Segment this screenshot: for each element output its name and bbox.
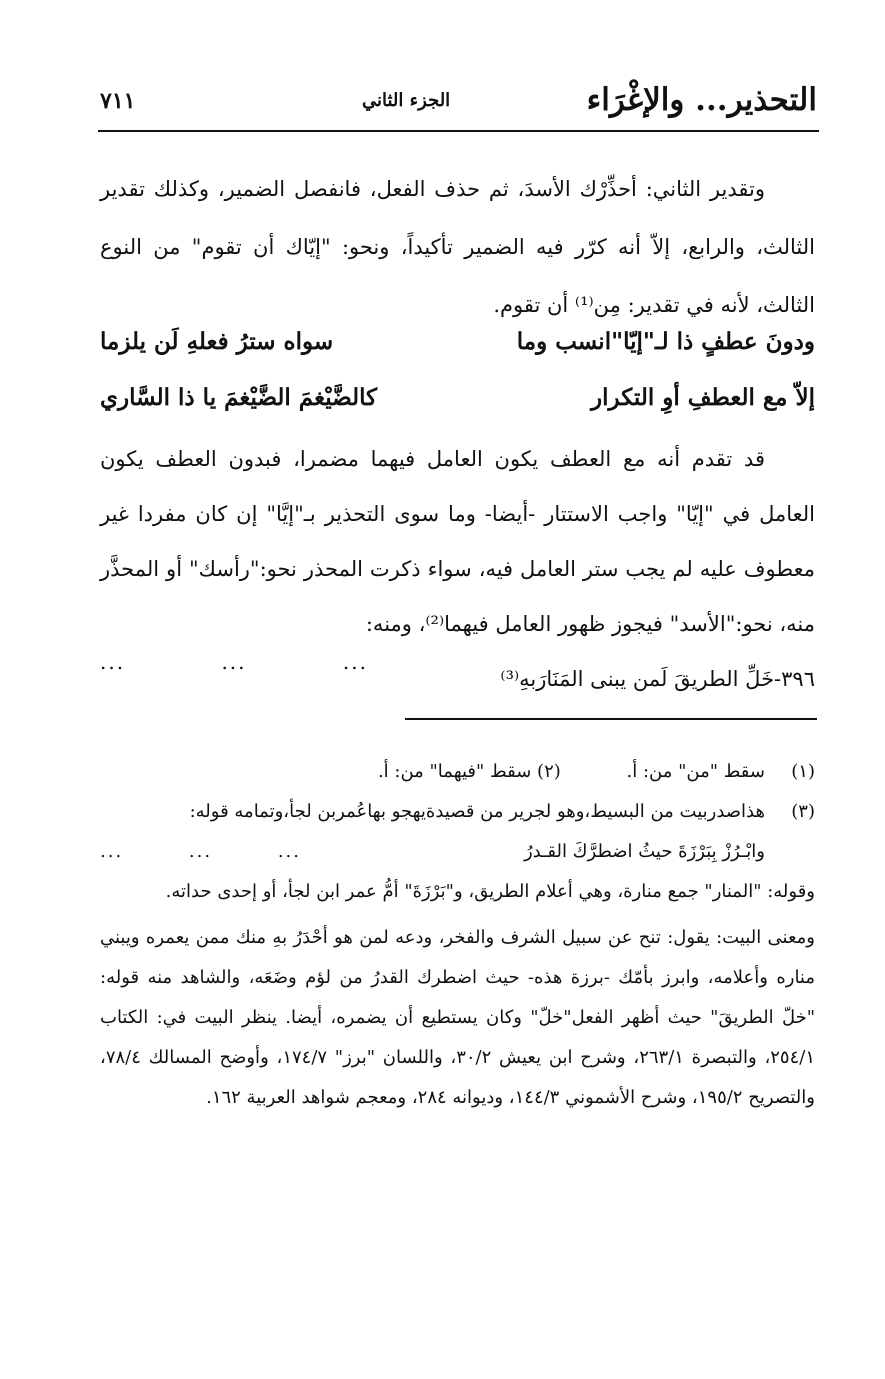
footnote <box>100 792 815 1118</box>
main-text <box>100 160 815 334</box>
page-header <box>100 78 817 124</box>
ellipsis-row <box>100 832 359 872</box>
page-number: ٧١١ <box>100 88 136 114</box>
verse-hemistich-first: إلاّ مع العطفِ أوِ التكرار <box>591 384 815 411</box>
ellipsis: ... <box>188 841 213 862</box>
footnote-text: هذاصدربيت من البسيط،وهو لجرير من قصيدةيهجو بهاعُمربن لجأ،وتمامه قوله: <box>189 801 765 822</box>
footnote-divider <box>405 718 817 720</box>
footnote-text: سقط "من" من: أ. <box>626 761 765 782</box>
footnote-number: (٣) <box>791 801 815 822</box>
footnote-verse <box>100 832 765 872</box>
ellipsis: ... <box>100 841 124 862</box>
verse-hemistich: وابْـرُزْ بِبَرْزَةَ حيثُ اضطرَّكَ القـدرُ <box>523 841 765 862</box>
footnote-number: (٢) <box>537 761 561 782</box>
verse-line <box>100 328 815 378</box>
verse-hemistich-first: ودونَ عطفٍ ذا لـ"إيّا"انسب وما <box>516 328 815 355</box>
verse-line <box>100 384 815 434</box>
verse-hemistich-second: سواه سترُ فعلهِ لَن يلزما <box>100 328 334 355</box>
paragraph: وتقدير الثاني: أحذِّرْك الأسدَ، ثم حذف الفعل، فانفصل الضمير، وكذلك تقدير الثالث، والرابع، إلاّ أنه كرّر فيه الضمير تأكيداً، ونحو: "إيّاك أن تقوم" من النوع الثالث، لأنه في تقدير: مِن⁽¹⁾ أن تقوم. <box>100 177 815 317</box>
footnote-number: (١) <box>791 761 815 782</box>
example-line: ٣٩٦-خَلِّ الطريقَ لَمن يبنى المَنَارَبهِ⁽³⁾ <box>500 667 815 691</box>
header-divider <box>98 130 819 132</box>
footnote-text: وقوله: "المنار" جمع منارة، وهي أعلام الطريق، و"بَرْزَةَ" أمُّ عمر ابن لجأ، أو إحدى حداته. <box>165 881 815 902</box>
footnote-text: ومعنى البيت: يقول: تنح عن سبيل الشرف والفخر، ودعه لمن هو أحْدَرُ بهِ منك ممن يعمره ويبني مناره وأعلامه، وابرز بأمّك -برزة هذه- حيث اضطرك القدرُ من لؤم وضَعَه، والشاهد منه قوله: "خلّ الطريقَ" حيث أظهر الفعل"خلّ" وكان يستطيع أن يضمره، أيضا. ينظر البيت في: الكتاب ٢٥٤/١، والتبصرة ٢٦٣/١، وشرح ابن يعيش ٣٠/٢، واللسان "برز" ١٧٤/٧، وأوضح المسالك ٧٨/٤، والتصريح ١٩٥/٢، وشرح الأشموني ١٤٤/٣، وديوانه ٢٨٤، ومعجم شواهد العربية ١٦٢. <box>100 927 815 1108</box>
ellipsis: ... <box>277 841 301 862</box>
paragraph: قد تقدم أنه مع العطف يكون العامل فيهما مضمرا، فبدون العطف يكون العامل في "إيّا" واجب الاستتار -أيضا- وما سوى التحذير بـ"إيَّا" إن كان مفردا غير معطوف عليه لم يجب ستر العامل فيه، سواء ذكرت المحذر نحو:"رأسك" أو المحذَّر منه، نحو:"الأسد" فيجوز ظهور العامل فيهما⁽²⁾، ومنه: <box>100 447 815 636</box>
ellipsis: ... <box>100 650 126 674</box>
footnote <box>100 752 815 792</box>
part-label: الجزء الثاني <box>362 90 451 111</box>
verse-hemistich-second: كالضَّيْغمَ الضَّيْغمَ يا ذا السَّاري <box>100 384 378 411</box>
ellipsis-row <box>100 650 456 674</box>
footnote-text: سقط "فيهما" من: أ. <box>377 761 532 782</box>
ellipsis: ... <box>221 650 247 674</box>
footnotes <box>100 752 815 1118</box>
ellipsis: ... <box>342 650 368 674</box>
chapter-title: التحذير... والإغْرَاء <box>586 82 817 118</box>
